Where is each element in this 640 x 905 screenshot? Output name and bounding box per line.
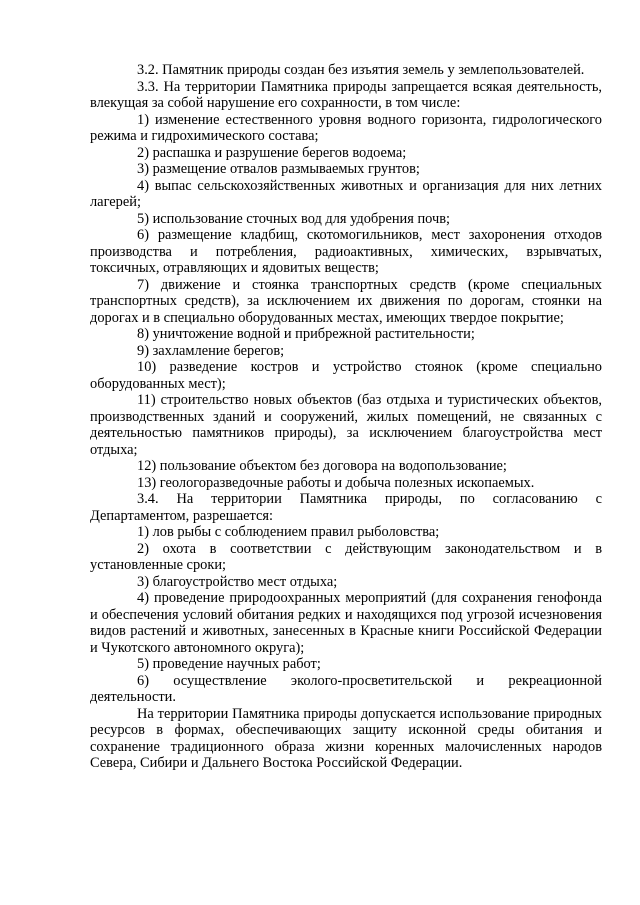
closing-paragraph: На территории Памятника природы допускается использование природных ресурсов в формах, обеспечивающих защиту исконной среды обитания и сохранение традиционного образа жизни коренных малочисленных народов Севера, Сибири и Дальнего Востока Российской Федерации. — [90, 705, 602, 771]
prohibition-item-11: 11) строительство новых объектов (баз отдыха и туристических объектов, производственных зданий и сооружений, жилых помещений, не связанных с деятельностью памятников природы), за исключением благоустройства мест отдыха; — [90, 392, 602, 458]
prohibition-item-5: 5) использование сточных вод для удобрения почв; — [137, 210, 451, 227]
permission-item-5: 5) проведение научных работ; — [137, 656, 321, 672]
permission-item-3: 3) благоустройство мест отдыха; — [137, 573, 338, 590]
prohibition-item-8: 8) уничтожение водной и прибрежной растительности; — [137, 326, 475, 342]
prohibition-item-3: 3) размещение отвалов размываемых грунтов; — [137, 161, 420, 177]
prohibition-item-9: 9) захламление берегов; — [137, 342, 285, 359]
prohibition-item-10: 10) разведение костров и устройство стоянок (кроме специально оборудованных мест); — [90, 359, 602, 392]
permission-item-6: 6) осуществление эколого-просветительской и рекреационной деятельности. — [90, 672, 602, 705]
paragraph-3-2: 3.2. Памятник природы создан без изъятия земель у землепользователей. — [137, 62, 585, 78]
prohibition-item-13: 13) геологоразведочные работы и добыча полезных ископаемых. — [137, 474, 535, 491]
prohibition-item-6: 6) размещение кладбищ, скотомогильников, мест захоронения отходов производства и потребления, радиоактивных, химических, взрывчатых, токсичных, отравляющих и ядовитых веществ; — [90, 227, 602, 276]
paragraph-3-3: 3.3. На территории Памятника природы запрещается всякая деятельность, влекущая за собой нарушение его сохранности, в том числе: — [90, 78, 602, 111]
permission-item-2: 2) охота в соответствии с действующим законодательством и в установленные сроки; — [90, 540, 602, 573]
prohibition-item-1: 1) изменение естественного уровня водного горизонта, гидрологического режима и гидрохимического состава; — [90, 111, 602, 144]
permission-item-1: 1) лов рыбы с соблюдением правил рыболовства; — [137, 524, 440, 540]
prohibition-item-2: 2) распашка и разрушение берегов водоема; — [137, 144, 407, 161]
permission-item-4: 4) проведение природоохранных мероприятий (для сохранения генофонда и обеспечения условий обитания редких и находящихся под угрозой исчезновения видов растений и животных, занесенных в Красные книги Российской Федерации и Чукотского автономного округа); — [90, 590, 602, 656]
prohibition-item-7: 7) движение и стоянка транспортных средств (кроме специальных транспортных средств), за исключением их движения по дорогам, стоянки на дорогах и в специально оборудованных местах, имеющих твердое покрытие; — [90, 276, 602, 326]
prohibition-item-12: 12) пользование объектом без договора на водопользование; — [137, 458, 507, 474]
prohibition-item-4: 4) выпас сельскохозяйственных животных и организация для них летних лагерей; — [90, 177, 602, 210]
paragraph-3-4: 3.4. На территории Памятника природы, по согласованию с Департаментом, разрешается: — [90, 491, 602, 524]
